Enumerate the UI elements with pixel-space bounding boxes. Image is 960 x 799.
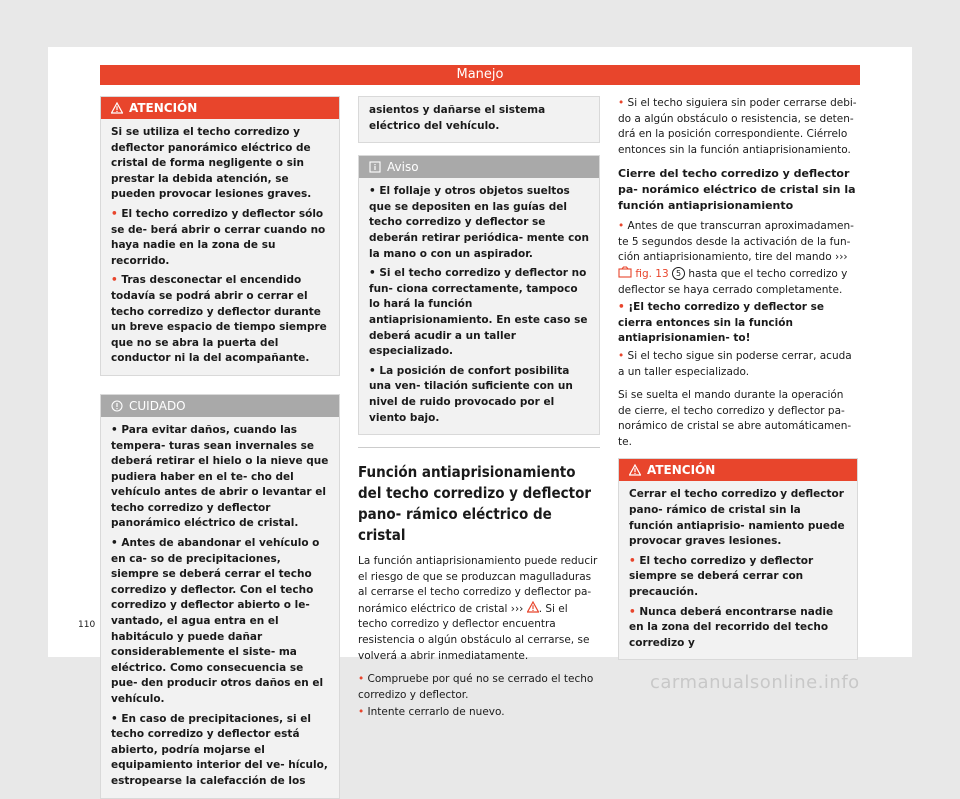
paragraph: La función antiaprisionamiento puede reducir el riesgo de que se produzcan magulladuras al cerrarse el techo corredizo y deflector pa- norámico eléctrico de cristal ››› . Si el techo corredizo y deflector encuentra resistencia o algún obstáculo al cerrarse, se volverá a abrir inmediatamente.: [358, 555, 598, 662]
cuidado-bullet: • Para evitar daños, cuando las tempera- turas sean invernales se deberá retirar el hielo o la nieve que pudiera haber en el te- cho del vehículo antes de abrir o levantar el techo corredizo y deflector panorámico eléctrico de cristal.: [111, 423, 329, 530]
aviso-bullet: • Si el techo corredizo y deflector no fun- ciona correctamente, tampoco lo hará la función antiaprisionamiento. En este caso se deberá acudir a un taller especializado.: [369, 267, 588, 358]
cuidado-header: [101, 395, 339, 417]
divider: [358, 447, 600, 448]
bullet: • Si el techo siguiera sin poder cerrarse debi- do a algún obstáculo o resistencia, se deten- drá en la posición correspondiente. Ciérrelo entonces sin la función antiaprisionamiento.: [618, 97, 857, 156]
figure-link[interactable]: fig. 13: [635, 267, 669, 280]
atencion-header-1: [101, 97, 339, 119]
warning-triangle-icon: [111, 102, 123, 114]
section-heading: Función antiaprisionamiento del techo corredizo y deflector pano- rámico eléctrico de cristal: [358, 463, 592, 545]
aviso-bullet: • El follaje y otros objetos sueltos que se depositen en las guías del techo corredizo y deflector se deberán retirar periódica- mente con la mano o con un aspirador.: [369, 185, 589, 260]
caution-circle-icon: [111, 400, 123, 412]
atencion-bullet: • El techo corredizo y deflector sólo se de- berá abrir o cerrar cuando no haya nadie en la zona de su recorrido.: [111, 207, 326, 267]
bullet: • ¡El techo corredizo y deflector se cierra entonces sin la función antiaprisionamien- to!: [618, 301, 825, 345]
continued-box: [358, 96, 600, 143]
column-1: [100, 96, 340, 799]
bullet: • Antes de que transcurran aproximadamen- te 5 segundos desde la activación de la fun- ción antiaprisionamiento, tire del mando ››› fig. 13 5 hasta que el techo corredizo y deflector se haya cerrado completamente.: [618, 220, 854, 296]
cuidado-box: [100, 394, 340, 799]
aviso-header: [359, 156, 599, 178]
watermark: carmanualsonline.info: [650, 672, 860, 693]
atencion-intro-2: Cerrar el techo corredizo y deflector pano- rámico de cristal sin la función antiaprisio- namiento puede provocar graves lesiones.: [629, 488, 845, 548]
column-3: [618, 96, 858, 660]
section-header: Manejo: [100, 65, 860, 85]
atencion-box-2: [618, 458, 858, 660]
aviso-bullet: • La posición de confort posibilita una ven- tilación suficiente con un nivel de ruido provocado por el viento bajo.: [369, 364, 573, 424]
subheading: Cierre del techo corredizo y deflector pa- norámico eléctrico de cristal sin la función antiaprisionamiento: [618, 167, 856, 212]
atencion-intro-1: Si se utiliza el techo corredizo y deflector panorámico eléctrico de cristal de forma negligente o sin prestar la debida atención, se pueden provocar lesiones graves.: [111, 126, 312, 201]
page-number: 110: [78, 620, 96, 630]
atencion-title-2: ATENCIÓN: [647, 463, 716, 478]
cuidado-title: CUIDADO: [129, 398, 186, 413]
atencion-header-2: [619, 459, 857, 481]
atencion-bullet: • Nunca deberá encontrarse nadie en la zona del recorrido del techo corredizo y: [629, 605, 834, 649]
info-icon: [369, 161, 381, 173]
aviso-title: Aviso: [387, 160, 419, 175]
warning-triangle-icon: [527, 601, 539, 613]
bullet: • Intente cerrarlo de nuevo.: [358, 706, 505, 719]
bullet: • Compruebe por qué no se cerrado el techo corredizo y deflector.: [358, 673, 594, 701]
paragraph: Si se suelta el mando durante la operación de cierre, el techo corredizo y deflector pa- norámico de cristal se abre automáticamen- te.: [618, 389, 852, 448]
atencion-bullet: • El techo corredizo y deflector siempre se deberá cerrar con precaución.: [629, 554, 814, 599]
cuidado-bullet: • En caso de precipitaciones, si el techo corredizo y deflector está abierto, podría mojarse el equipamiento interior del ve- hículo, estropearse la calefacción de los: [111, 712, 328, 787]
column-2: [358, 96, 600, 729]
atencion-bullet: • Tras desconectar el encendido todavía se podrá abrir o cerrar el techo corredizo y deflector durante un breve espacio de tiempo siempre que no se abra la puerta del conductor ni la del acompañante.: [111, 274, 327, 365]
cuidado-bullet: • Antes de abandonar el vehículo o en ca- so de precipitaciones, siempre se deberá cerrar el techo corredizo y deflector. Con el techo corredizo y deflector abierto o le- vantado, el agua entra en el habitáculo y puede dañar considerablemente el siste- ma eléctrico. Como consecuencia se pue- den producir otros daños en el vehículo.: [111, 537, 324, 705]
figure-camera-icon: [618, 266, 632, 278]
callout-number: 5: [672, 267, 685, 280]
atencion-title-1: ATENCIÓN: [129, 101, 198, 115]
bullet: • Si el techo sigue sin poderse cerrar, acuda a un taller especializado.: [618, 349, 852, 378]
continued-text: asientos y dañarse el sistema eléctrico del vehículo.: [369, 104, 546, 132]
warning-triangle-icon: [629, 464, 641, 476]
aviso-box: [358, 155, 600, 435]
atencion-box-1: [100, 96, 340, 376]
